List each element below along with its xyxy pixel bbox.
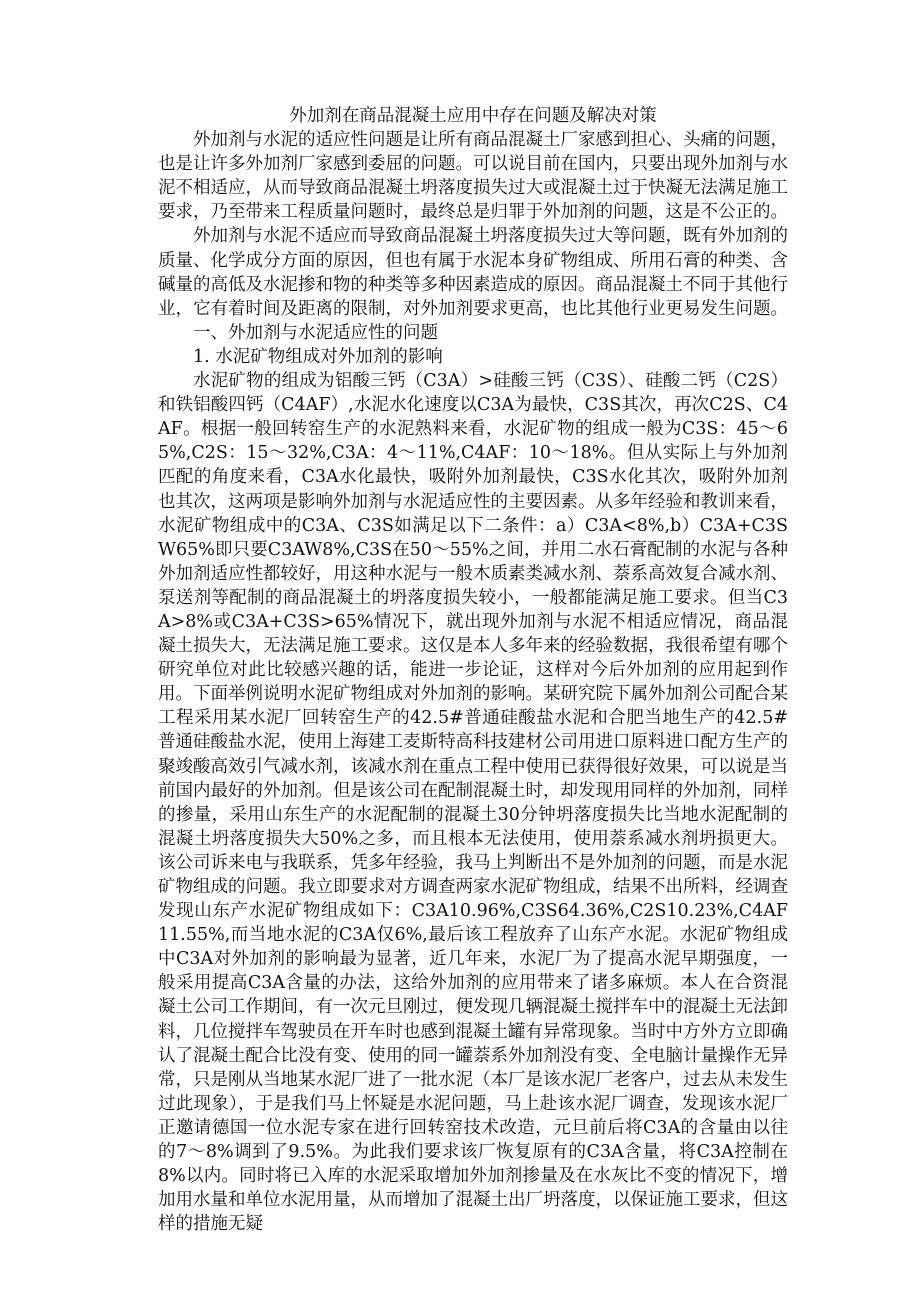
intro-paragraph-1: 外加剂与水泥的适应性问题是让所有商品混凝土厂家感到担心、头痛的问题，也是让许多外加剂厂家感到委屈的问题。可以说目前在国内，只要出现外加剂与水泥不相适应，从而导致商品混凝土坍落度损失过大或混凝土过于快凝无法满足施工要求，乃至带来工程质量问题时，最终总是归罪于外加剂的问题，这是不公正的。 — [158, 130, 788, 223]
document-page — [158, 104, 788, 1236]
intro-paragraph-2: 外加剂与水泥不适应而导致商品混凝土坍落度损失过大等问题，既有外加剂的质量、化学成分方面的原因，但也有属于水泥本身矿物组成、所用石膏的种类、含碱量的高低及水泥掺和物的种类等多种因素造成的原因。商品混凝土不同于其他行业，它有着时间及距离的限制，对外加剂要求更高，也比其他行业更易发生问题。 — [158, 226, 788, 319]
subsection-heading: 1. 水泥矿物组成对外加剂的影响 — [193, 346, 443, 367]
document-title: 外加剂在商品混凝土应用中存在问题及解决对策 — [289, 106, 657, 126]
section-heading: 一、外加剂与水泥适应性的问题 — [193, 322, 438, 343]
body-paragraph: 水泥矿物的组成为铝酸三钙（C3A）>硅酸三钙（C3S）、硅酸二钙（C2S）和铁铝酸四钙（C4AF）,水泥水化速度以C3A为最快，C3S其次，再次C2S、C4AF。根据一般回转窑生产的水泥熟料来看，水泥矿物的组成一般为C3S：45～65%,C2S：15～32%,C3A：4～11%,C4AF：10～18%。但从实际上与外加剂匹配的角度来看，C3A水化最快，吸附外加剂最快，C3S水化其次，吸附外加剂也其次，这两项是影响外加剂与水泥适应性的主要因素。从多年经验和教训来看，水泥矿物组成中的C3A、C3S如满足以下二条件：a）C3A<8%,b）C3A+C3SW65%即只要C3AW8%,C3S在50～55%之间，并用二水石膏配制的水泥与各种外加剂适应性都较好，用这种水泥与一般木质素类减水剂、萘系高效复合减水剂、泵送剂等配制的商品混凝土的坍落度损失较小，一般都能满足施工要求。但当C3A>8%或C3A+C3S>65%情况下，就出现外加剂与水泥不相适应情况，商品混凝土损失大，无法满足施工要求。这仅是本人多年来的经验数据，我很希望有哪个研究单位对此比较感兴趣的话，能进一步论证，这样对今后外加剂的应用起到作用。下面举例说明水泥矿物组成对外加剂的影响。某研究院下属外加剂公司配合某工程采用某水泥厂回转窑生产的42.5#普通硅酸盐水泥和合肥当地生产的42.5#普通硅酸盐水泥，使用上海建工麦斯特高科技建材公司用进口原料进口配方生产的聚竣酸高效引气减水剂，该减水剂在重点工程中使用已获得很好效果，可以说是当前国内最好的外加剂。但是该公司在配制混凝土时，却发现用同样的外加剂，同样的掺量，采用山东生产的水泥配制的混凝土30分钟坍落度损失比当地水泥配制的混凝土坍落度损失大50%之多，而且根本无法使用，使用萘系减水剂坍损更大。该公司诉来电与我联系，凭多年经验，我马上判断出不是外加剂的问题，而是水泥矿物组成的问题。我立即要求对方调查两家水泥矿物组成，结果不出所料，经调查发现山东产水泥矿物组成如下：C3A10.96%,C3S64.36%,C2S10.23%,C4AF11.55%,而当地水泥的C3A仅6%,最后该工程放弃了山东产水泥。水泥矿物组成中C3A对外加剂的影响最为显著，近几年来，水泥厂为了提高水泥早期强度，一般采用提高C3A含量的办法，这给外加剂的应用带来了诸多麻烦。本人在合资混凝土公司工作期间，有一次元旦刚过，便发现几辆混凝土搅拌车中的混凝土无法卸料，几位搅拌车驾驶员在开车时也感到混凝土罐有异常现象。当时中方外方立即确认了混凝土配合比没有变、使用的同一罐萘系外加剂没有变、全电脑计量操作无异常，只是刚从当地某水泥厂进了一批水泥（本厂是该水泥厂老客户，过去从未发生过此现象），于是我们马上怀疑是水泥问题，马上赴该水泥厂调查，发现该水泥厂正邀请德国一位水泥专家在进行回转窑技术改造，元旦前后将C3A的含量由以往的7～8%调到了9.5%。为此我们要求该厂恢复原有的C3A含量，将C3A控制在8%以内。同时将已入库的水泥采取增加外加剂掺量及在水灰比不变的情况下，增加用水量和单位水泥用量，从而增加了混凝土出厂坍落度，以保证施工要求，但这样的措施无疑 — [158, 371, 788, 1235]
